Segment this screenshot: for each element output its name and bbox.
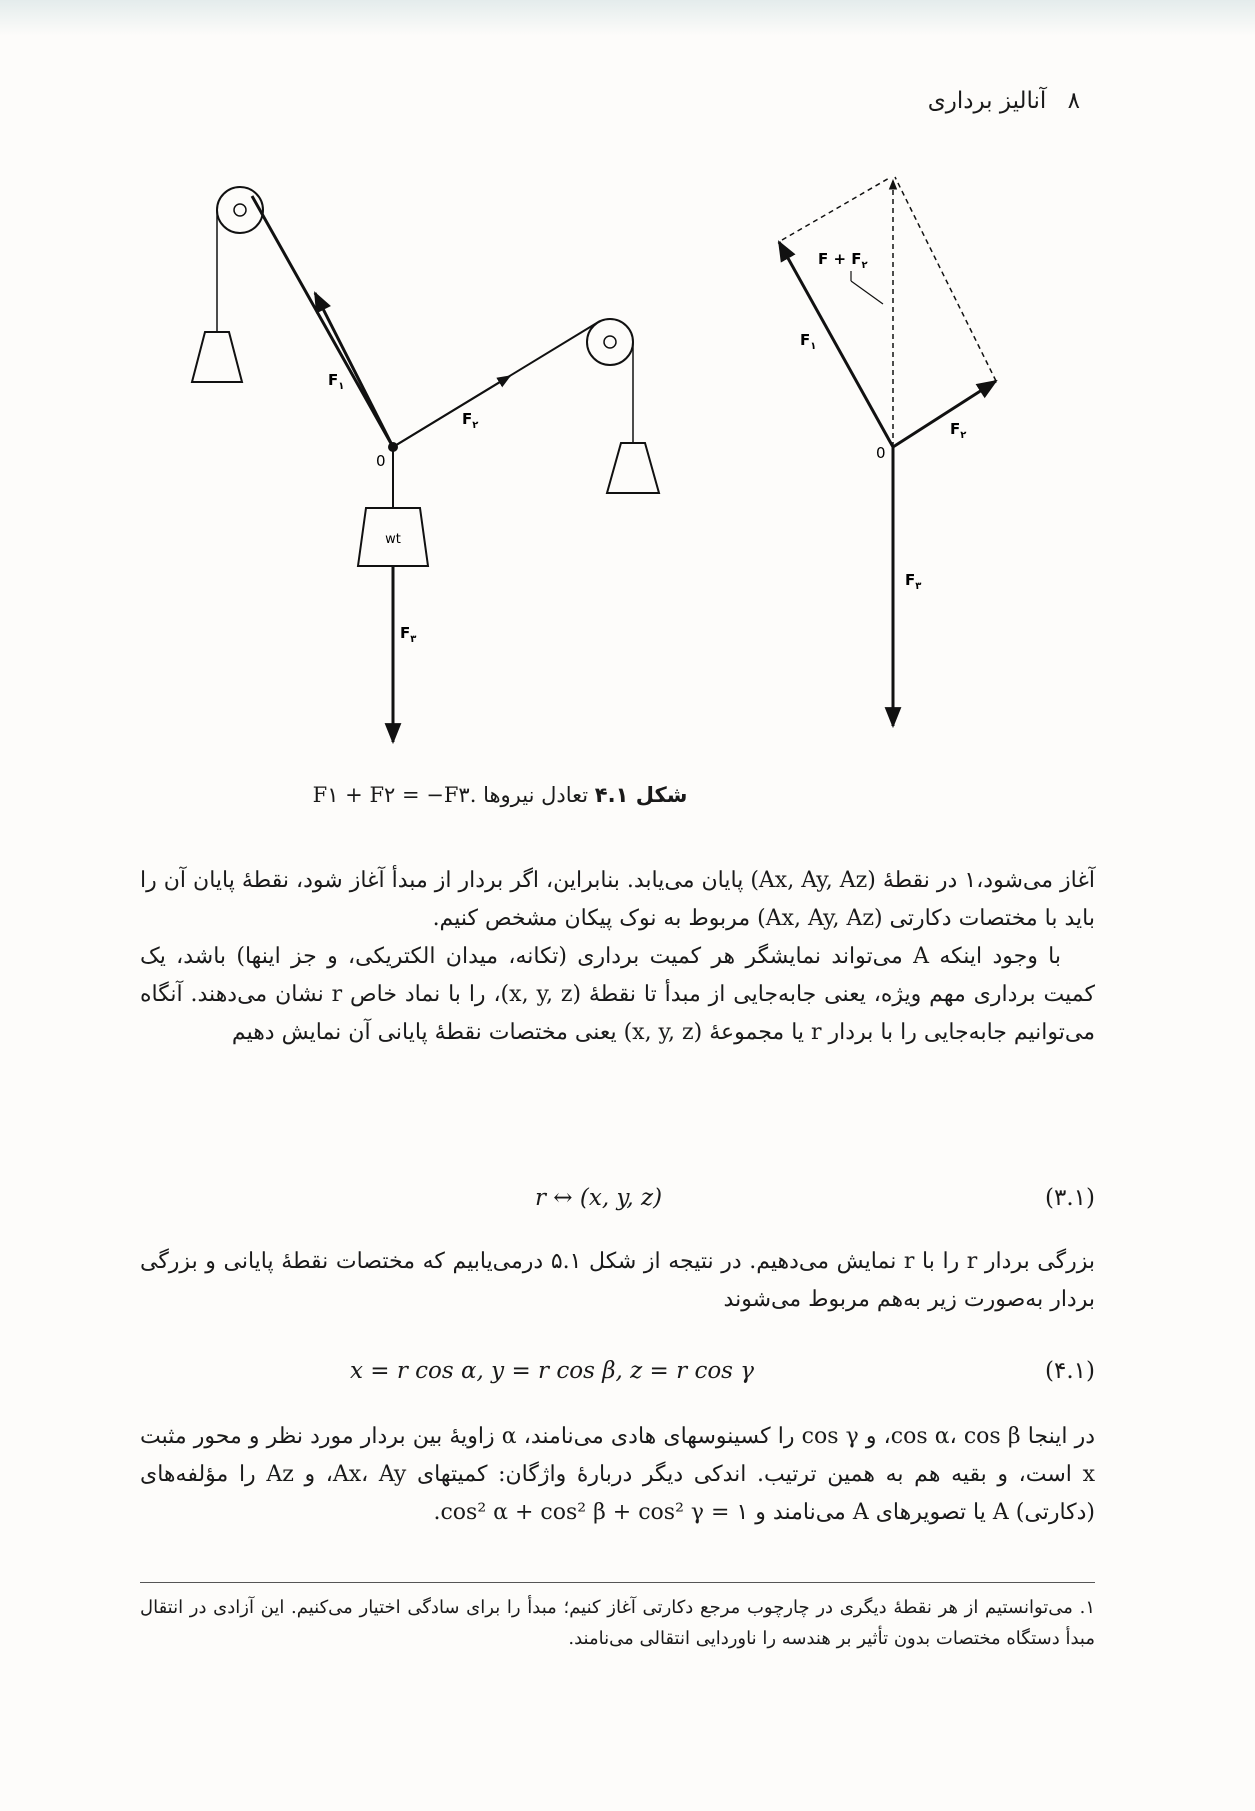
paragraph-1: آغاز می‌شود،۱ در نقطهٔ (Ax, Ay, Az) پایان می‌یابد. بنابراین، اگر بردار از مبدأ آغاز شود، نقطهٔ پایان آن را باید با مختصات دکارتی (Ax, Ay, Az) مربوط به نوک پیکان مشخص کنیم. — [140, 868, 1095, 931]
equation-4-1-number: (۴.۱) — [1045, 1358, 1095, 1384]
paragraph-4: در اینجا cos α، cos β، و cos γ را کسینوسهای هادی می‌نامند، α زاویهٔ بین بردار مورد نظر و محور مثبت x است، و بقیه هم به همین ترتیب. اندکی دیگر دربارهٔ واژگان: کمیتهای Ax، Ay، و Az را مؤلفه‌های (دکارتی) A یا تصویرهای A می‌نامند و cos² α + cos² β + cos² γ = ۱. — [140, 1424, 1096, 1525]
paragraph-2: با وجود اینکه A می‌تواند نمایشگر هر کمیت برداری (تکانه، میدان الکتریکی، و جز اینها) باشد، یک کمیت برداری مهم ویژه، یعنی جابه‌جایی از مبدأ تا نقطهٔ (x, y, z)، را با نماد خاص r نشان می‌دهند. آنگاه می‌توانیم جابه‌جایی را با بردار r یا مجموعهٔ (x, y, z) یعنی مختصات نقطهٔ پایانی آن نمایش دهیم — [140, 944, 1095, 1045]
label-right-f1: $F_۱$ — [800, 331, 817, 352]
equation-4-1-expression: x = r cos α, y = r cos β, z = r cos γ — [350, 1358, 755, 1384]
label-right-f3: $F_۳$ — [905, 571, 922, 592]
figure-number: شکل ۴.۱ — [594, 783, 688, 807]
vector-f1 — [779, 242, 893, 447]
paragraph-block-2 — [140, 1243, 1095, 1319]
left-pulley — [217, 187, 263, 233]
right-weight — [607, 443, 659, 493]
equation-4-1 — [140, 1358, 1095, 1398]
rope-f1 — [252, 196, 393, 447]
label-sum: $F + F_۲$ — [818, 250, 868, 271]
label-f3: $F_۳$ — [400, 624, 417, 645]
dashed-side-a — [782, 177, 891, 240]
arrow-f1 — [315, 293, 393, 447]
dashed-side-b — [895, 177, 996, 381]
paragraph-block-1 — [140, 862, 1095, 1052]
right-pulley-axle — [604, 336, 616, 348]
right-diagram — [779, 177, 996, 726]
equation-3-1-number: (۳.۱) — [1045, 1185, 1095, 1211]
caption-equation: F۱ + F۲ = −F۳. — [312, 783, 477, 807]
equation-3-1 — [140, 1185, 1095, 1225]
footnote-rule — [140, 1582, 1095, 1583]
page-number: ۸ — [1067, 88, 1080, 114]
figure-title: تعادل نیروها — [483, 783, 589, 807]
label-f2: $F_۲$ — [462, 410, 479, 431]
label-f1: $F_۱$ — [328, 371, 345, 392]
right-pulley — [587, 319, 633, 365]
force-equilibrium-figure — [0, 0, 1255, 790]
label-right-origin: 0 — [876, 444, 886, 462]
paragraph-block-3 — [140, 1418, 1095, 1532]
footnote: ۱. می‌توانستیم از هر نقطهٔ دیگری در چارچوب مرجع دکارتی آغاز کنیم؛ مبدأ را برای سادگی اختیار می‌کنیم. این آزادی در انتقال مبدأ دستگاه مختصات بدون تأثیر بر هندسه را ناوردایی انتقالی می‌نامند. — [140, 1597, 1095, 1649]
label-origin: 0 — [376, 452, 386, 470]
label-wt: wt — [385, 532, 401, 547]
label-right-f2: $F_۲$ — [950, 420, 967, 441]
left-diagram — [192, 187, 659, 742]
left-pulley-axle — [234, 204, 246, 216]
vector-f2 — [893, 381, 996, 447]
sum-leader-a — [851, 281, 883, 304]
arrow-f2 — [393, 376, 510, 447]
figure-caption — [180, 783, 820, 807]
chapter-title: آنالیز برداری — [927, 88, 1047, 114]
equation-3-1-expression: r ↔ (x, y, z) — [535, 1185, 663, 1211]
paragraph-3: بزرگی بردار r را با r نمایش می‌دهیم. در نتیجه از شکل ۵.۱ درمی‌یابیم که مختصات نقطهٔ پایانی و بزرگی بردار به‌صورت زیر به‌هم مربوط می‌شوند — [140, 1249, 1096, 1312]
left-weight — [192, 332, 242, 382]
